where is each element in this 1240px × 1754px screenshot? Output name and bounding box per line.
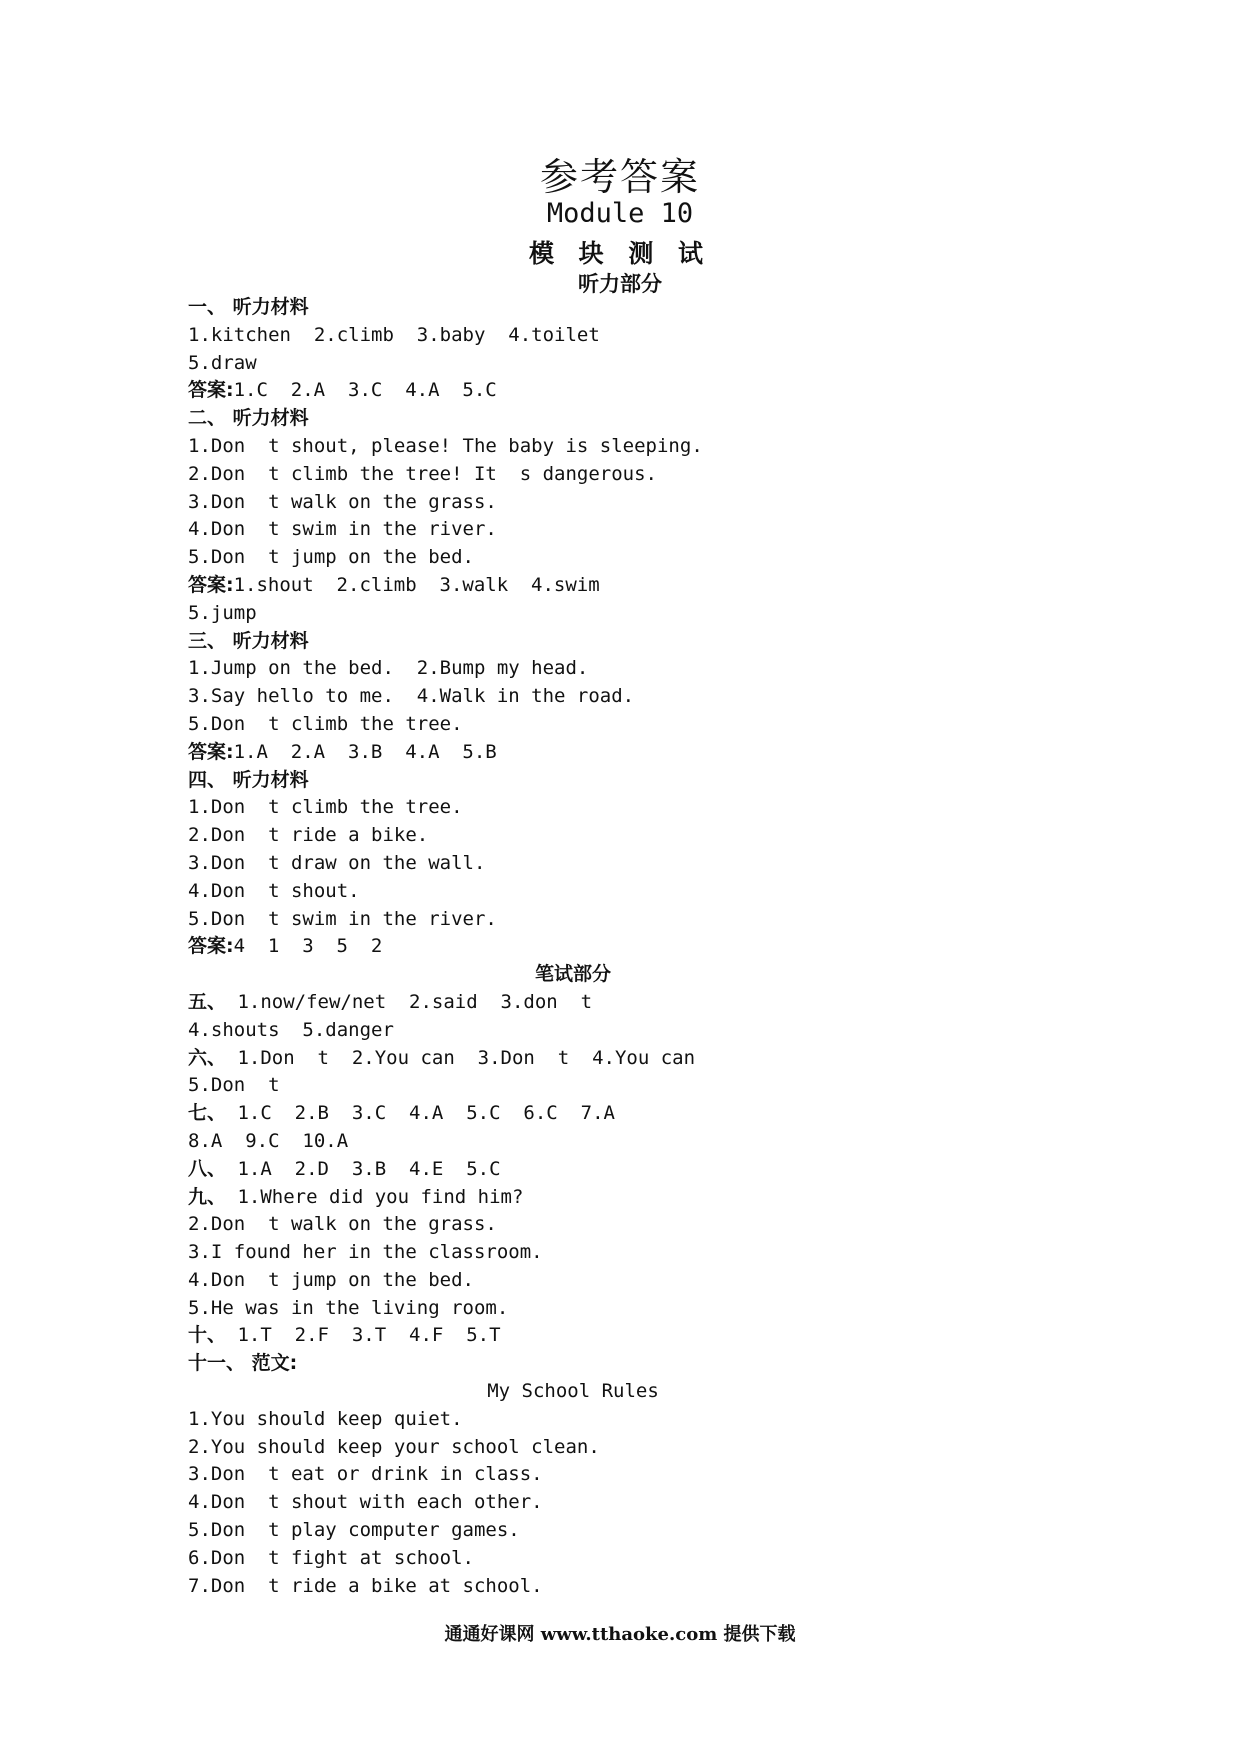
page-title: 参考答案 bbox=[539, 155, 700, 199]
answer-line: 5.Don t bbox=[188, 1074, 280, 1097]
written-part-heading: 笔试部分 bbox=[534, 963, 611, 986]
answer-line: 4.Don t shout. bbox=[188, 879, 360, 902]
answer-values: 1.T 2.F 3.T 4.F 5.T bbox=[226, 1324, 501, 1347]
answer-content bbox=[188, 294, 1088, 1600]
answer-line bbox=[188, 1184, 1088, 1212]
answer-line: 2.Don t climb the tree! It s dangerous. bbox=[188, 462, 657, 485]
answer-line: 4.Don t swim in the river. bbox=[188, 518, 497, 541]
section-label: 五、 bbox=[188, 990, 227, 1013]
answer-line bbox=[188, 1156, 1088, 1184]
essay-line: 2.You should keep your school clean. bbox=[188, 1435, 600, 1458]
answer-line: 5.jump bbox=[188, 601, 257, 624]
answer-line: 5.Don t jump on the bed. bbox=[188, 546, 474, 569]
answer-values: 1.shout 2.climb 3.walk 4.swim bbox=[233, 573, 600, 596]
footer-source: 通通好课网 www.tthaoke.com 提供下载 bbox=[444, 1624, 796, 1645]
answer-values: 1.Don t 2.You can 3.Don t 4.You can bbox=[226, 1046, 696, 1069]
answer-line: 5.Don t climb the tree. bbox=[188, 712, 463, 735]
answer-label: 答案: bbox=[188, 935, 234, 958]
essay-title: My School Rules bbox=[487, 1380, 659, 1403]
answer-label: 答案: bbox=[188, 379, 234, 402]
answer-label: 答案: bbox=[188, 740, 234, 763]
essay-line: 3.Don t eat or drink in class. bbox=[188, 1463, 543, 1486]
answer-line: 5.draw bbox=[188, 351, 257, 374]
answer-values: 1.now/few/net 2.said 3.don t bbox=[226, 990, 593, 1013]
essay-line: 4.Don t shout with each other. bbox=[188, 1491, 543, 1514]
answer-line: 3.Don t walk on the grass. bbox=[188, 490, 497, 513]
answer-line: 3.I found her in the classroom. bbox=[188, 1241, 543, 1264]
section-label: 七、 bbox=[188, 1102, 227, 1125]
answer-line: 2.Don t walk on the grass. bbox=[188, 1213, 497, 1236]
section-label: 九、 bbox=[188, 1185, 227, 1208]
answer-values: 1.Where did you find him? bbox=[226, 1185, 524, 1208]
answer-line bbox=[188, 377, 1088, 405]
answer-line: 1.Jump on the bed. 2.Bump my head. bbox=[188, 657, 589, 680]
essay-line: 7.Don t ride a bike at school. bbox=[188, 1574, 543, 1597]
essay-line: 5.Don t play computer games. bbox=[188, 1519, 520, 1542]
answer-line: 1.kitchen 2.climb 3.baby 4.toilet bbox=[188, 323, 600, 346]
answer-line: 4.shouts 5.danger bbox=[188, 1018, 394, 1041]
section-label: 八、 bbox=[188, 1157, 227, 1180]
answer-values: 1.C 2.A 3.C 4.A 5.C bbox=[233, 379, 497, 402]
answer-line bbox=[188, 1100, 1088, 1128]
section-heading: 十一、 范文: bbox=[188, 1352, 298, 1375]
section-heading: 三、 听力材料 bbox=[188, 629, 309, 652]
answer-line: 3.Say hello to me. 4.Walk in the road. bbox=[188, 685, 635, 708]
answer-line: 5.He was in the living room. bbox=[188, 1296, 509, 1319]
essay-line: 1.You should keep quiet. bbox=[188, 1407, 463, 1430]
answer-values: 1.A 2.A 3.B 4.A 5.B bbox=[233, 740, 497, 763]
answer-line bbox=[188, 739, 1088, 767]
test-subtitle: 模 块 测 试 bbox=[528, 239, 712, 268]
section-heading: 四、 听力材料 bbox=[188, 768, 309, 791]
section-heading: 一、 听力材料 bbox=[188, 296, 309, 318]
answer-line bbox=[188, 572, 1088, 600]
answer-label: 答案: bbox=[188, 573, 234, 596]
answer-line: 5.Don t swim in the river. bbox=[188, 907, 497, 930]
answer-line: 1.Don t shout, please! The baby is sleeping. bbox=[188, 434, 703, 457]
answer-line: 8.A 9.C 10.A bbox=[188, 1129, 349, 1152]
answer-line bbox=[188, 1322, 1088, 1350]
listening-part-heading: 听力部分 bbox=[578, 272, 662, 296]
module-heading: Module 10 bbox=[546, 198, 694, 229]
answer-line: 2.Don t ride a bike. bbox=[188, 824, 429, 847]
answer-line: 3.Don t draw on the wall. bbox=[188, 851, 486, 874]
section-label: 十、 bbox=[188, 1324, 227, 1347]
answer-values: 4 1 3 5 2 bbox=[233, 935, 383, 958]
answer-line: 4.Don t jump on the bed. bbox=[188, 1268, 474, 1291]
answer-values: 1.A 2.D 3.B 4.E 5.C bbox=[226, 1157, 501, 1180]
answer-line bbox=[188, 989, 1088, 1017]
answer-values: 1.C 2.B 3.C 4.A 5.C 6.C 7.A bbox=[226, 1102, 615, 1125]
answer-line bbox=[188, 1045, 1088, 1073]
answer-line: 1.Don t climb the tree. bbox=[188, 796, 463, 819]
answer-line bbox=[188, 933, 1088, 961]
section-heading: 二、 听力材料 bbox=[188, 407, 309, 430]
section-label: 六、 bbox=[188, 1046, 227, 1069]
essay-line: 6.Don t fight at school. bbox=[188, 1546, 474, 1569]
